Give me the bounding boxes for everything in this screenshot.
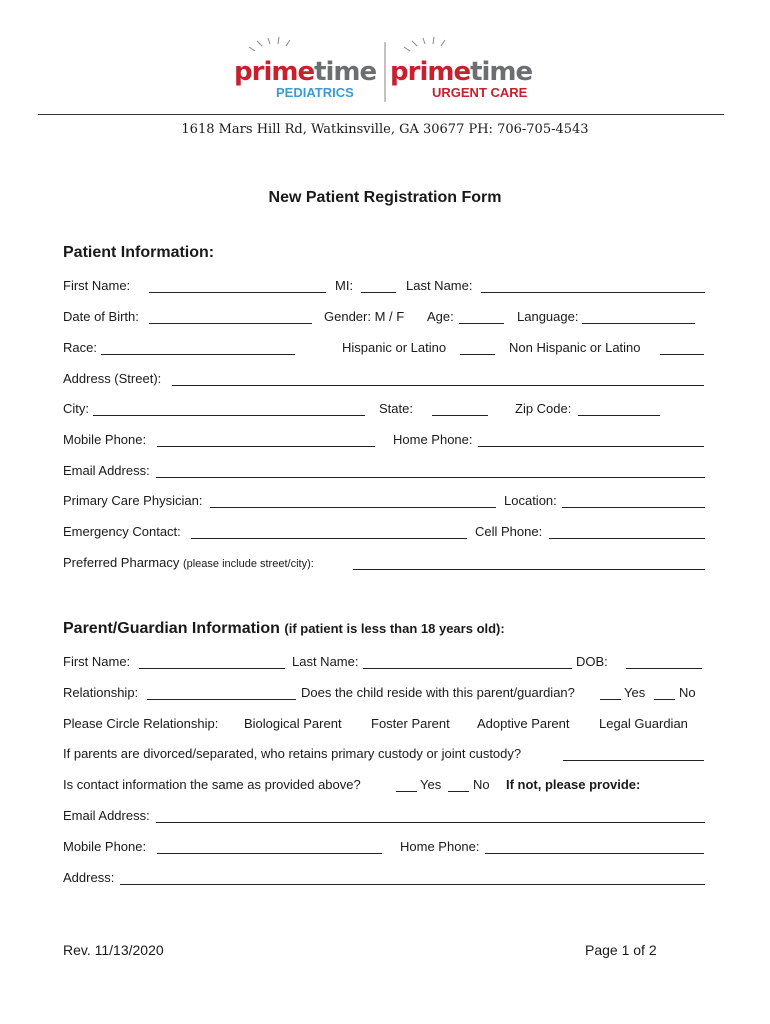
reside-yes-field[interactable]: [600, 699, 621, 700]
reside-no-field[interactable]: [654, 699, 675, 700]
if-not-provide-label: If not, please provide:: [506, 777, 641, 792]
custody-question: If parents are divorced/separated, who retains primary custody or joint custody?: [63, 746, 522, 761]
street-address-field[interactable]: [172, 385, 704, 386]
hispanic-field[interactable]: [460, 354, 495, 355]
patient-name-row: [63, 277, 705, 295]
location-field[interactable]: [562, 507, 705, 508]
patient-email-row: [63, 462, 705, 480]
patient-pcp-row: [63, 492, 705, 510]
guardian-mobile-field[interactable]: [157, 853, 382, 854]
non-hispanic-field[interactable]: [660, 354, 704, 355]
pharmacy-field[interactable]: [353, 569, 705, 570]
mi-field[interactable]: [361, 292, 396, 293]
option-foster-parent[interactable]: Foster Parent: [371, 716, 450, 731]
email-label: Email Address:: [63, 463, 150, 478]
last-name-field[interactable]: [481, 292, 705, 293]
relationship-label: Relationship:: [63, 685, 139, 700]
mi-label: MI:: [335, 278, 354, 293]
guardian-dob-field[interactable]: [626, 668, 702, 669]
patient-phone-row: [63, 431, 705, 449]
option-biological-parent[interactable]: Biological Parent: [244, 716, 342, 731]
logo-right-sub: URGENT CARE: [432, 85, 528, 100]
last-name-label: Last Name:: [406, 278, 473, 293]
circle-relationship-label: Please Circle Relationship:: [63, 716, 219, 731]
reside-question: Does the child reside with this parent/guardian?: [301, 685, 575, 700]
patient-emergency-row: [63, 523, 705, 541]
revision-date: Rev. 11/13/2020: [63, 942, 164, 958]
guardian-last-name-field[interactable]: [363, 668, 572, 669]
guardian-email-row: [63, 807, 705, 825]
city-field[interactable]: [93, 415, 365, 416]
guardian-custody-row: [63, 745, 705, 763]
guardian-last-name-label: Last Name:: [292, 654, 359, 669]
page-number: Page 1 of 2: [585, 942, 657, 958]
reside-yes-label: Yes: [624, 685, 646, 700]
dob-label: Date of Birth:: [63, 309, 139, 324]
guardian-address-field[interactable]: [120, 884, 705, 885]
patient-section-heading: Patient Information:: [63, 244, 215, 261]
contact-yes-field[interactable]: [396, 791, 417, 792]
first-name-label: First Name:: [63, 278, 131, 293]
contact-yes-label: Yes: [420, 777, 442, 792]
state-label: State:: [379, 401, 413, 416]
guardian-circle-row: [63, 715, 705, 733]
guardian-section-heading: Parent/Guardian Information (if patient is less than 18 years old):: [63, 620, 505, 637]
guardian-home-field[interactable]: [485, 853, 704, 854]
guardian-first-name-field[interactable]: [139, 668, 285, 669]
first-name-field[interactable]: [149, 292, 326, 293]
guardian-dob-label: DOB:: [576, 654, 608, 669]
patient-pharmacy-row: [63, 554, 705, 572]
guardian-phone-row: [63, 838, 705, 856]
pharmacy-label: Preferred Pharmacy (please include street/city):: [63, 555, 314, 570]
guardian-home-label: Home Phone:: [400, 839, 480, 854]
home-phone-label: Home Phone:: [393, 432, 473, 447]
emergency-contact-label: Emergency Contact:: [63, 524, 181, 539]
reside-no-label: No: [679, 685, 696, 700]
cell-phone-label: Cell Phone:: [475, 524, 543, 539]
home-phone-field[interactable]: [478, 446, 704, 447]
state-field[interactable]: [432, 415, 488, 416]
logo-left-word: primetime: [234, 57, 377, 87]
cell-phone-field[interactable]: [549, 538, 705, 539]
guardian-name-row: [63, 653, 705, 671]
pcp-field[interactable]: [210, 507, 496, 508]
relationship-field[interactable]: [147, 699, 296, 700]
non-hispanic-label: Non Hispanic or Latino: [509, 340, 641, 355]
email-field[interactable]: [156, 477, 705, 478]
age-label: Age:: [427, 309, 454, 324]
city-label: City:: [63, 401, 89, 416]
zip-label: Zip Code:: [515, 401, 572, 416]
clinic-logo: [0, 30, 770, 110]
dob-field[interactable]: [149, 323, 312, 324]
age-field[interactable]: [459, 323, 504, 324]
street-address-label: Address (Street):: [63, 371, 162, 386]
guardian-address-row: [63, 869, 705, 887]
option-legal-guardian[interactable]: Legal Guardian: [599, 716, 688, 731]
mobile-phone-label: Mobile Phone:: [63, 432, 147, 447]
patient-address-row: [63, 370, 705, 388]
clinic-address: 1618 Mars Hill Rd, Watkinsville, GA 30677 PH: 706-705-4543: [181, 122, 589, 137]
hispanic-label: Hispanic or Latino: [342, 340, 447, 355]
guardian-relationship-row: [63, 684, 705, 702]
contact-no-label: No: [473, 777, 490, 792]
form-title: New Patient Registration Form: [268, 189, 502, 206]
guardian-mobile-label: Mobile Phone:: [63, 839, 147, 854]
zip-field[interactable]: [578, 415, 660, 416]
logo-right-word: primetime: [390, 57, 533, 87]
header-rule: [38, 114, 724, 115]
location-label: Location:: [504, 493, 557, 508]
patient-race-row: [63, 339, 705, 357]
guardian-email-field[interactable]: [156, 822, 705, 823]
gender-label: Gender: M / F: [324, 309, 405, 324]
option-adoptive-parent[interactable]: Adoptive Parent: [477, 716, 570, 731]
guardian-contact-row: [63, 776, 705, 794]
emergency-contact-field[interactable]: [191, 538, 467, 539]
sunburst-right: [404, 37, 445, 51]
pcp-label: Primary Care Physician:: [63, 493, 203, 508]
mobile-phone-field[interactable]: [157, 446, 375, 447]
sunburst-left: [249, 37, 290, 51]
contact-no-field[interactable]: [448, 791, 469, 792]
guardian-address-label: Address:: [63, 870, 115, 885]
language-field[interactable]: [582, 323, 695, 324]
logo-left-sub: PEDIATRICS: [276, 85, 354, 100]
guardian-first-name-label: First Name:: [63, 654, 131, 669]
custody-field[interactable]: [563, 760, 704, 761]
language-label: Language:: [517, 309, 579, 324]
guardian-email-label: Email Address:: [63, 808, 150, 823]
race-field[interactable]: [101, 354, 295, 355]
patient-city-row: [63, 400, 705, 418]
contact-same-question: Is contact information the same as provided above?: [63, 777, 361, 792]
race-label: Race:: [63, 340, 97, 355]
patient-dob-row: [63, 308, 705, 326]
